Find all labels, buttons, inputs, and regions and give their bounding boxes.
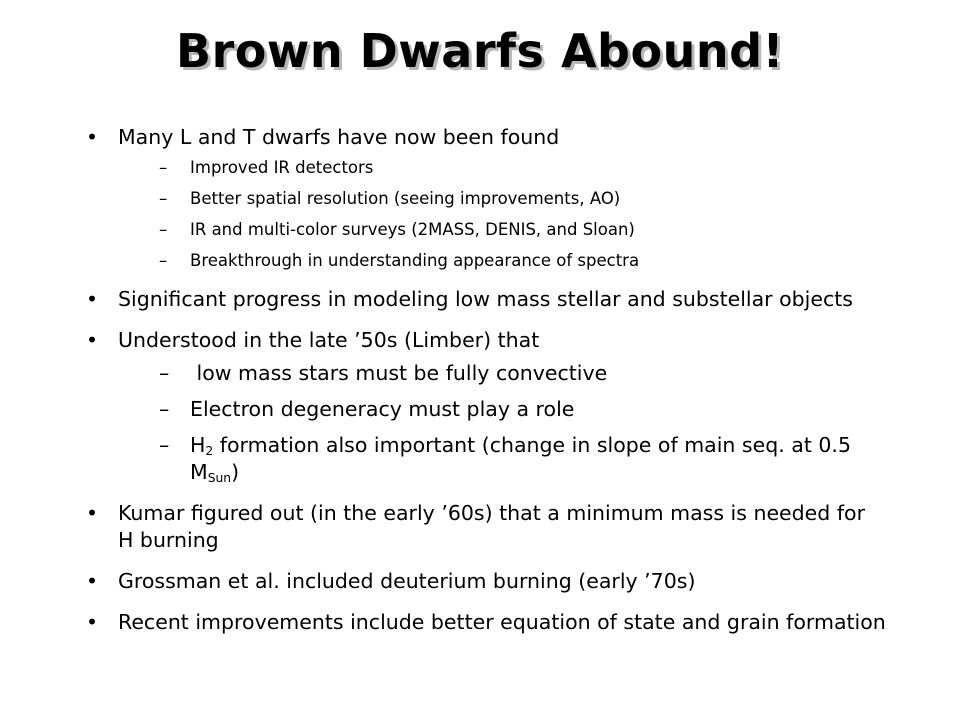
- sub-item: [118, 250, 886, 272]
- sub-list: [118, 360, 886, 486]
- h2-text: formation also important (change in slope of main seq. at 0.5 M: [190, 433, 851, 484]
- dash-icon: –: [159, 158, 168, 177]
- bullet-icon: •: [86, 569, 99, 593]
- bullet-icon: •: [86, 610, 99, 634]
- bullet-item: [86, 568, 886, 595]
- bullet-list: [86, 124, 886, 650]
- bullet-item: [86, 124, 886, 272]
- dash-icon: –: [159, 251, 168, 270]
- sub-item: [118, 157, 886, 179]
- bullet-icon: •: [86, 501, 99, 525]
- bullet-text: Significant progress in modeling low mass stellar and substellar objects: [118, 287, 853, 311]
- bullet-icon: •: [86, 125, 99, 149]
- slide-title: Brown Dwarfs Abound!: [176, 24, 784, 78]
- h2-subscript: 2: [205, 444, 214, 459]
- sub-item-text: Electron degeneracy must play a role: [190, 397, 575, 421]
- bullet-text: Recent improvements include better equation of state and grain formation: [118, 610, 886, 634]
- sub-item-text: IR and multi-color surveys (2MASS, DENIS, and Sloan): [190, 220, 635, 239]
- sub-item-text: [190, 433, 851, 484]
- sub-item: [118, 188, 886, 210]
- h2-h: H: [190, 433, 206, 457]
- bullet-icon: •: [86, 328, 99, 352]
- sub-item: [118, 360, 886, 387]
- sub-item: [118, 396, 886, 423]
- sub-item-text: Breakthrough in understanding appearance of spectra: [190, 251, 640, 270]
- bullet-text: Many L and T dwarfs have now been found: [118, 125, 560, 149]
- sub-item-text: Better spatial resolution (seeing improvements, AO): [190, 189, 621, 208]
- dash-icon: –: [159, 397, 170, 421]
- h2-end: ): [231, 460, 240, 484]
- sun-subscript: Sun: [207, 471, 232, 486]
- bullet-item: [86, 609, 886, 636]
- bullet-item: [86, 327, 886, 486]
- bullet-item: [86, 500, 886, 554]
- dash-icon: –: [159, 433, 170, 457]
- sub-item: [118, 432, 886, 486]
- sub-list: [118, 157, 886, 272]
- dash-icon: –: [159, 361, 170, 385]
- bullet-text: Understood in the late ’50s (Limber) that: [118, 328, 540, 352]
- sub-item: [118, 219, 886, 241]
- dash-icon: –: [159, 220, 168, 239]
- bullet-icon: •: [86, 287, 99, 311]
- bullet-text: Kumar figured out (in the early ’60s) that a minimum mass is needed for H burning: [118, 501, 866, 552]
- sub-item-text: low mass stars must be fully convective: [190, 361, 608, 385]
- sub-item-text: Improved IR detectors: [190, 158, 374, 177]
- bullet-item: [86, 286, 886, 313]
- dash-icon: –: [159, 189, 168, 208]
- bullet-text: Grossman et al. included deuterium burning (early ’70s): [118, 569, 696, 593]
